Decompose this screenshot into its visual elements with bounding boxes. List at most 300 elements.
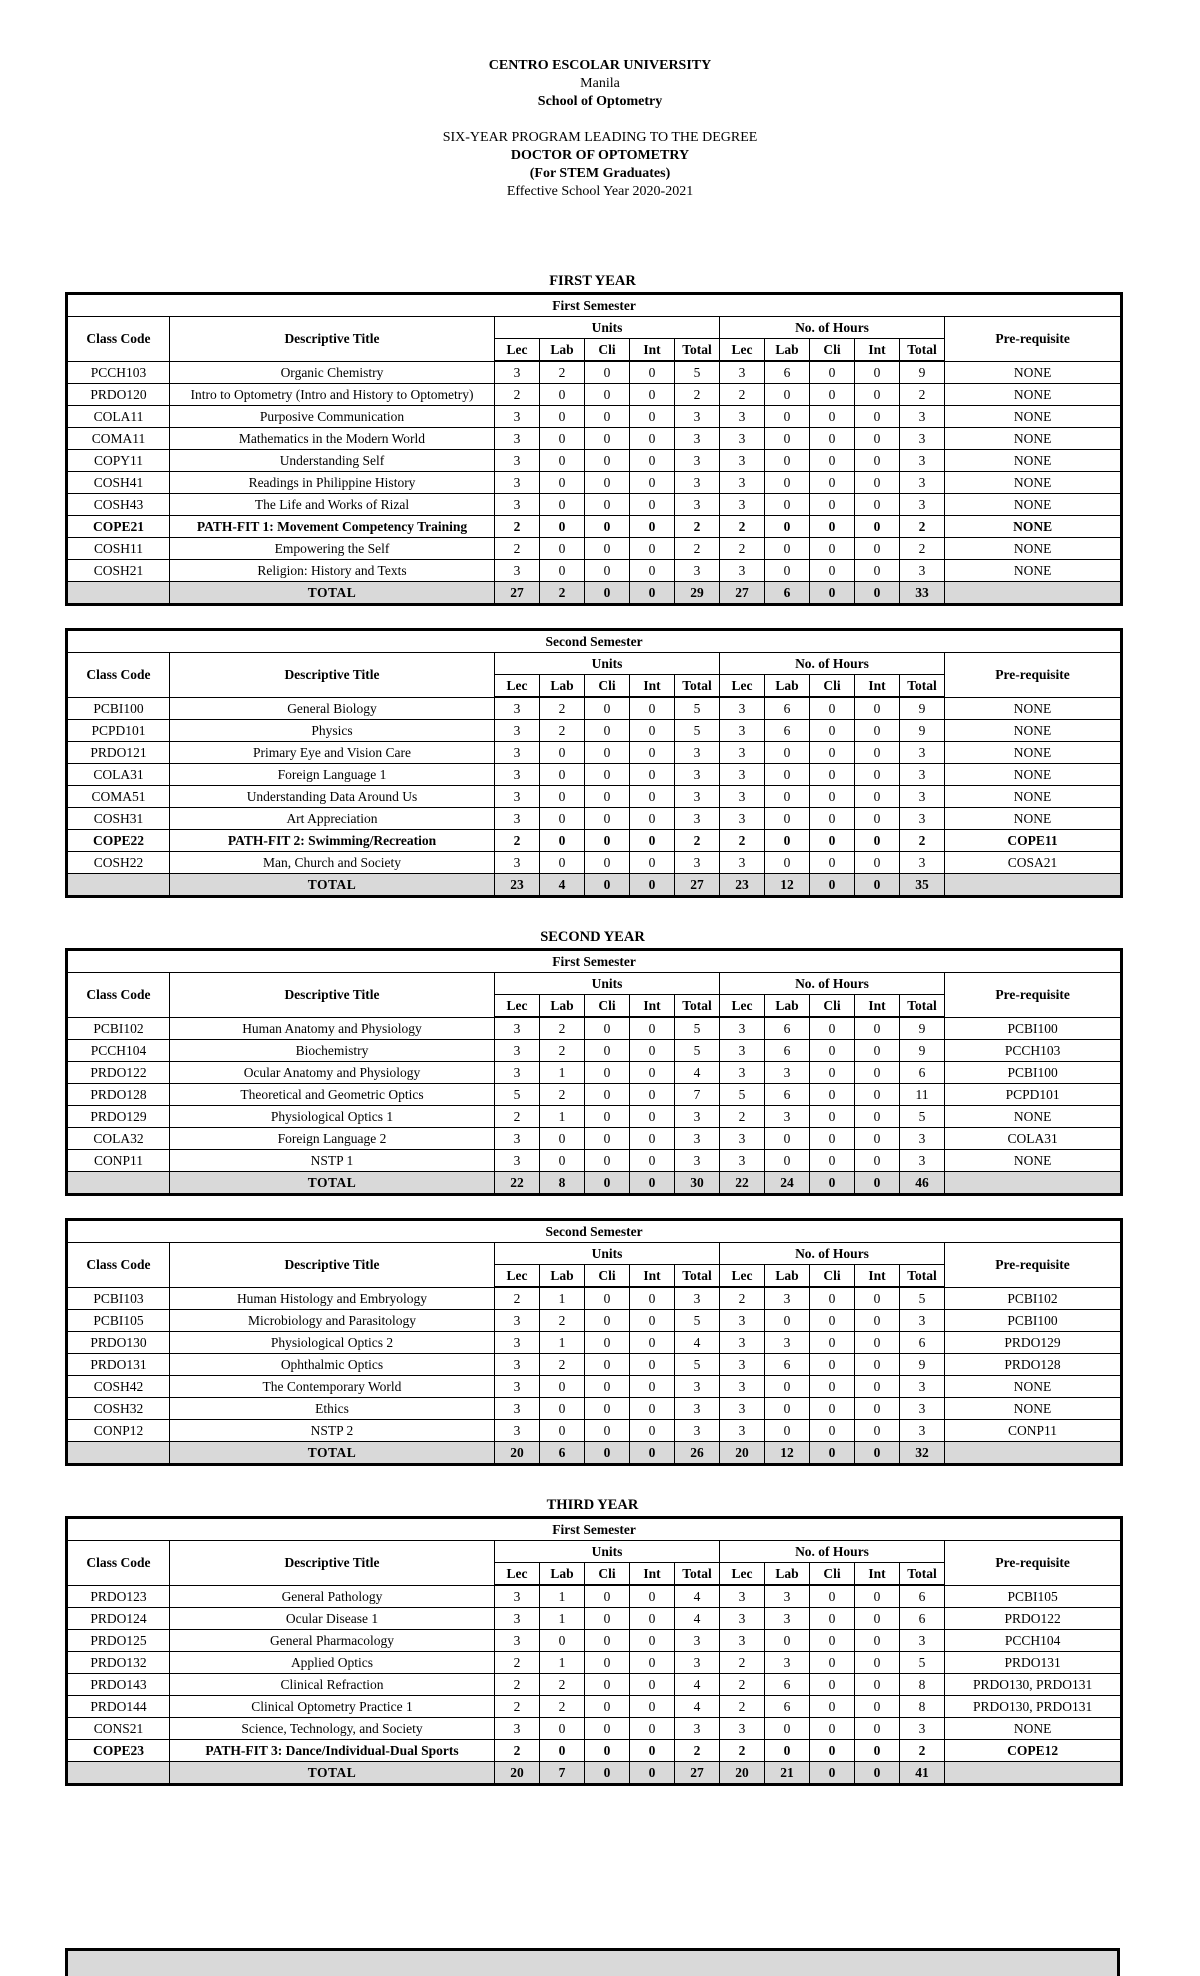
program-line-1: SIX-YEAR PROGRAM LEADING TO THE DEGREE xyxy=(442,130,758,145)
descriptive-title: Ophthalmic Optics xyxy=(170,1354,495,1376)
hours-value: 0 xyxy=(765,786,810,808)
units-value: 2 xyxy=(540,1040,585,1062)
sub-header-units-total: Total xyxy=(675,339,720,362)
course-row xyxy=(67,1585,1122,1608)
hours-value: 2 xyxy=(720,384,765,406)
semester-title: Second Semester xyxy=(67,1220,1122,1243)
hours-value: 3 xyxy=(900,560,945,582)
sub-header-hours-lec: Lec xyxy=(720,1563,765,1586)
units-value: 2 xyxy=(675,538,720,560)
units-value: 0 xyxy=(630,1310,675,1332)
semester-title-row xyxy=(67,1518,1122,1541)
units-value: 0 xyxy=(540,1128,585,1150)
hours-value: 0 xyxy=(810,428,855,450)
total-units-value: 20 xyxy=(495,1762,540,1785)
class-code: CONS21 xyxy=(67,1718,170,1740)
units-value: 5 xyxy=(675,1354,720,1376)
total-hours-value: 0 xyxy=(810,1172,855,1195)
descriptive-title: General Pharmacology xyxy=(170,1630,495,1652)
sub-header-hours-lab: Lab xyxy=(765,339,810,362)
document-header xyxy=(0,0,1200,201)
total-units-value: 27 xyxy=(495,582,540,605)
units-value: 0 xyxy=(540,808,585,830)
hours-value: 0 xyxy=(765,472,810,494)
units-value: 7 xyxy=(675,1084,720,1106)
hours-value: 0 xyxy=(765,494,810,516)
sub-header-units-int: Int xyxy=(630,1563,675,1586)
sub-header-hours-cli: Cli xyxy=(810,1265,855,1288)
hours-value: 0 xyxy=(765,538,810,560)
units-value: 0 xyxy=(585,1740,630,1762)
descriptive-title: Foreign Language 1 xyxy=(170,764,495,786)
class-code: PCBI103 xyxy=(67,1287,170,1310)
prerequisite-value: COSA21 xyxy=(945,852,1122,874)
course-row xyxy=(67,1376,1122,1398)
sub-header-units-cli: Cli xyxy=(585,1265,630,1288)
class-code: PRDO132 xyxy=(67,1652,170,1674)
year-title: SECOND YEAR xyxy=(540,929,645,945)
hours-value: 3 xyxy=(900,1420,945,1442)
hours-value: 0 xyxy=(855,560,900,582)
hours-value: 0 xyxy=(810,1696,855,1718)
class-code: PCBI100 xyxy=(67,697,170,720)
course-row xyxy=(67,494,1122,516)
units-value: 2 xyxy=(495,538,540,560)
prerequisite-value: NONE xyxy=(945,560,1122,582)
hours-value: 6 xyxy=(900,1062,945,1084)
total-units-value: 27 xyxy=(675,1762,720,1785)
units-value: 0 xyxy=(630,1740,675,1762)
class-code: COMA11 xyxy=(67,428,170,450)
hours-value: 0 xyxy=(765,764,810,786)
units-value: 3 xyxy=(495,560,540,582)
col-header-descriptive-title: Descriptive Title xyxy=(170,1243,495,1288)
units-value: 0 xyxy=(585,1017,630,1040)
prerequisite-value: PRDO128 xyxy=(945,1354,1122,1376)
units-value: 4 xyxy=(675,1696,720,1718)
col-header-descriptive-title: Descriptive Title xyxy=(170,973,495,1018)
units-value: 0 xyxy=(630,428,675,450)
hours-value: 0 xyxy=(810,361,855,384)
course-row xyxy=(67,1287,1122,1310)
total-units-value: 0 xyxy=(630,1442,675,1465)
units-value: 3 xyxy=(675,428,720,450)
hours-value: 2 xyxy=(720,1106,765,1128)
prerequisite-value: NONE xyxy=(945,720,1122,742)
units-value: 0 xyxy=(630,1674,675,1696)
hours-value: 0 xyxy=(810,1106,855,1128)
hours-value: 0 xyxy=(810,1287,855,1310)
class-code: COLA11 xyxy=(67,406,170,428)
total-row xyxy=(67,1762,1122,1785)
course-row xyxy=(67,472,1122,494)
hours-value: 0 xyxy=(765,1376,810,1398)
course-row xyxy=(67,1398,1122,1420)
prerequisite-value: PRDO129 xyxy=(945,1332,1122,1354)
units-value: 3 xyxy=(495,1718,540,1740)
class-code: PRDO129 xyxy=(67,1106,170,1128)
sub-header-hours-int: Int xyxy=(855,1265,900,1288)
hours-value: 0 xyxy=(855,808,900,830)
total-units-value: 30 xyxy=(675,1172,720,1195)
units-value: 0 xyxy=(540,450,585,472)
hours-value: 3 xyxy=(900,472,945,494)
sub-header-units-lab: Lab xyxy=(540,1563,585,1586)
units-value: 2 xyxy=(540,1354,585,1376)
sub-header-units-cli: Cli xyxy=(585,675,630,698)
units-value: 5 xyxy=(675,720,720,742)
city-line: Manila xyxy=(580,76,620,91)
hours-value: 0 xyxy=(855,472,900,494)
hours-value: 0 xyxy=(765,830,810,852)
hours-value: 0 xyxy=(810,1740,855,1762)
total-empty-prerequisite xyxy=(945,582,1122,605)
descriptive-title: Physiological Optics 2 xyxy=(170,1332,495,1354)
hours-value: 5 xyxy=(900,1652,945,1674)
total-empty-prerequisite xyxy=(945,1172,1122,1195)
sub-header-hours-total: Total xyxy=(900,1265,945,1288)
sub-header-hours-lab: Lab xyxy=(765,1265,810,1288)
column-header-row xyxy=(67,1541,1122,1563)
total-units-value: 6 xyxy=(540,1442,585,1465)
descriptive-title: NSTP 1 xyxy=(170,1150,495,1172)
units-value: 2 xyxy=(495,1287,540,1310)
total-hours-value: 33 xyxy=(900,582,945,605)
units-value: 0 xyxy=(540,830,585,852)
total-hours-value: 0 xyxy=(810,874,855,897)
units-value: 3 xyxy=(675,1398,720,1420)
hours-value: 3 xyxy=(765,1652,810,1674)
descriptive-title: Understanding Data Around Us xyxy=(170,786,495,808)
hours-value: 3 xyxy=(900,742,945,764)
hours-value: 0 xyxy=(810,830,855,852)
prerequisite-value: PCBI100 xyxy=(945,1062,1122,1084)
hours-value: 0 xyxy=(765,1420,810,1442)
hours-value: 3 xyxy=(765,1585,810,1608)
descriptive-title: The Contemporary World xyxy=(170,1376,495,1398)
col-header-class-code: Class Code xyxy=(67,1243,170,1288)
course-row xyxy=(67,406,1122,428)
total-units-value: 0 xyxy=(585,1172,630,1195)
col-header-prerequisite: Pre-requisite xyxy=(945,1243,1122,1288)
units-value: 0 xyxy=(630,1718,675,1740)
descriptive-title: Physics xyxy=(170,720,495,742)
units-value: 3 xyxy=(675,1630,720,1652)
hours-value: 3 xyxy=(720,1332,765,1354)
hours-value: 3 xyxy=(900,1310,945,1332)
hours-value: 3 xyxy=(720,1062,765,1084)
units-value: 0 xyxy=(585,1696,630,1718)
course-row xyxy=(67,1084,1122,1106)
units-value: 1 xyxy=(540,1106,585,1128)
sub-header-hours-lec: Lec xyxy=(720,1265,765,1288)
prerequisite-value: NONE xyxy=(945,361,1122,384)
class-code: PRDO131 xyxy=(67,1354,170,1376)
hours-value: 5 xyxy=(720,1084,765,1106)
units-value: 0 xyxy=(585,1332,630,1354)
units-value: 2 xyxy=(540,1674,585,1696)
total-units-value: 4 xyxy=(540,874,585,897)
units-value: 3 xyxy=(675,808,720,830)
class-code: COSH22 xyxy=(67,852,170,874)
class-code: PCBI102 xyxy=(67,1017,170,1040)
class-code: COSH41 xyxy=(67,472,170,494)
units-value: 0 xyxy=(540,786,585,808)
hours-value: 0 xyxy=(810,1674,855,1696)
hours-value: 8 xyxy=(900,1696,945,1718)
hours-value: 0 xyxy=(855,1420,900,1442)
total-units-value: 26 xyxy=(675,1442,720,1465)
total-hours-value: 35 xyxy=(900,874,945,897)
semester-title-row xyxy=(67,950,1122,973)
units-value: 0 xyxy=(585,1287,630,1310)
hours-value: 3 xyxy=(720,742,765,764)
units-value: 3 xyxy=(495,697,540,720)
hours-value: 6 xyxy=(765,1674,810,1696)
program-track: (For STEM Graduates) xyxy=(529,166,671,181)
prerequisite-value: COPE12 xyxy=(945,1740,1122,1762)
prerequisite-value: PCCH103 xyxy=(945,1040,1122,1062)
descriptive-title: Purposive Communication xyxy=(170,406,495,428)
units-value: 3 xyxy=(675,852,720,874)
units-value: 3 xyxy=(495,1354,540,1376)
semester-title: First Semester xyxy=(67,950,1122,973)
units-value: 3 xyxy=(495,1585,540,1608)
class-code: PRDO121 xyxy=(67,742,170,764)
descriptive-title: Intro to Optometry (Intro and History to Optometry) xyxy=(170,384,495,406)
class-code: PCBI105 xyxy=(67,1310,170,1332)
sub-header-hours-total: Total xyxy=(900,995,945,1018)
hours-value: 3 xyxy=(765,1608,810,1630)
units-value: 3 xyxy=(495,1017,540,1040)
units-value: 0 xyxy=(630,1287,675,1310)
hours-value: 3 xyxy=(900,1398,945,1420)
units-value: 0 xyxy=(585,1106,630,1128)
units-value: 3 xyxy=(495,1128,540,1150)
total-hours-value: 0 xyxy=(855,874,900,897)
hours-value: 9 xyxy=(900,720,945,742)
units-value: 0 xyxy=(630,516,675,538)
sub-header-units-total: Total xyxy=(675,995,720,1018)
column-header-row xyxy=(67,973,1122,995)
units-value: 5 xyxy=(675,361,720,384)
course-row xyxy=(67,1420,1122,1442)
hours-value: 0 xyxy=(855,428,900,450)
units-value: 0 xyxy=(540,516,585,538)
year-title: FIRST YEAR xyxy=(549,273,636,289)
course-row xyxy=(67,1310,1122,1332)
units-value: 0 xyxy=(630,1630,675,1652)
class-code: PRDO128 xyxy=(67,1084,170,1106)
units-value: 0 xyxy=(585,1652,630,1674)
units-value: 0 xyxy=(540,494,585,516)
total-units-value: 7 xyxy=(540,1762,585,1785)
sub-header-hours-cli: Cli xyxy=(810,995,855,1018)
course-row xyxy=(67,1062,1122,1084)
hours-value: 0 xyxy=(810,852,855,874)
units-value: 0 xyxy=(585,1040,630,1062)
units-value: 3 xyxy=(495,1310,540,1332)
units-value: 0 xyxy=(585,450,630,472)
hours-value: 0 xyxy=(855,450,900,472)
hours-value: 6 xyxy=(765,1084,810,1106)
sub-header-hours-cli: Cli xyxy=(810,1563,855,1586)
hours-value: 0 xyxy=(810,1017,855,1040)
hours-value: 0 xyxy=(855,1128,900,1150)
col-header-units-group: Units xyxy=(495,317,720,339)
sub-header-units-lec: Lec xyxy=(495,339,540,362)
total-hours-value: 0 xyxy=(855,1442,900,1465)
descriptive-title: Religion: History and Texts xyxy=(170,560,495,582)
units-value: 0 xyxy=(540,428,585,450)
hours-value: 8 xyxy=(900,1674,945,1696)
hours-value: 3 xyxy=(720,428,765,450)
units-value: 0 xyxy=(585,697,630,720)
total-label: TOTAL xyxy=(170,1442,495,1465)
col-header-descriptive-title: Descriptive Title xyxy=(170,653,495,698)
course-row xyxy=(67,450,1122,472)
hours-value: 0 xyxy=(855,1310,900,1332)
units-value: 3 xyxy=(495,1608,540,1630)
units-value: 3 xyxy=(675,494,720,516)
class-code: PRDO125 xyxy=(67,1630,170,1652)
class-code: PCCH103 xyxy=(67,361,170,384)
semester-title-row xyxy=(67,294,1122,317)
hours-value: 0 xyxy=(810,494,855,516)
hours-value: 0 xyxy=(855,1062,900,1084)
units-value: 3 xyxy=(675,786,720,808)
hours-value: 6 xyxy=(765,1017,810,1040)
course-row xyxy=(67,1128,1122,1150)
hours-value: 3 xyxy=(720,1630,765,1652)
hours-value: 0 xyxy=(765,516,810,538)
units-value: 4 xyxy=(675,1674,720,1696)
units-value: 0 xyxy=(630,742,675,764)
class-code: PRDO144 xyxy=(67,1696,170,1718)
hours-value: 3 xyxy=(720,1608,765,1630)
total-empty-prerequisite xyxy=(945,1442,1122,1465)
units-value: 0 xyxy=(630,450,675,472)
hours-value: 0 xyxy=(810,742,855,764)
units-value: 0 xyxy=(630,361,675,384)
units-value: 2 xyxy=(495,830,540,852)
hours-value: 0 xyxy=(855,786,900,808)
sub-header-units-lab: Lab xyxy=(540,339,585,362)
prerequisite-value: NONE xyxy=(945,1718,1122,1740)
hours-value: 2 xyxy=(720,1696,765,1718)
class-code: COPE22 xyxy=(67,830,170,852)
units-value: 0 xyxy=(585,472,630,494)
units-value: 2 xyxy=(540,361,585,384)
total-row xyxy=(67,582,1122,605)
hours-value: 0 xyxy=(855,1017,900,1040)
course-row xyxy=(67,560,1122,582)
class-code: COLA31 xyxy=(67,764,170,786)
sub-header-units-cli: Cli xyxy=(585,339,630,362)
col-header-hours-group: No. of Hours xyxy=(720,317,945,339)
hours-value: 3 xyxy=(900,1718,945,1740)
hours-value: 0 xyxy=(855,516,900,538)
semester-title-row xyxy=(67,1220,1122,1243)
class-code: PRDO124 xyxy=(67,1608,170,1630)
units-value: 0 xyxy=(585,830,630,852)
col-header-descriptive-title: Descriptive Title xyxy=(170,317,495,362)
hours-value: 0 xyxy=(855,764,900,786)
hours-value: 0 xyxy=(810,1652,855,1674)
prerequisite-value: NONE xyxy=(945,538,1122,560)
hours-value: 0 xyxy=(765,852,810,874)
hours-value: 6 xyxy=(900,1332,945,1354)
program-degree: DOCTOR OF OPTOMETRY xyxy=(510,148,690,163)
units-value: 2 xyxy=(540,697,585,720)
total-hours-value: 21 xyxy=(765,1762,810,1785)
sub-header-units-cli: Cli xyxy=(585,995,630,1018)
hours-value: 0 xyxy=(855,1608,900,1630)
descriptive-title: Clinical Refraction xyxy=(170,1674,495,1696)
prerequisite-value: NONE xyxy=(945,742,1122,764)
prerequisite-value: PCBI100 xyxy=(945,1017,1122,1040)
units-value: 0 xyxy=(540,1150,585,1172)
total-empty-code xyxy=(67,1762,170,1785)
units-value: 2 xyxy=(675,830,720,852)
hours-value: 0 xyxy=(810,516,855,538)
units-value: 2 xyxy=(540,1017,585,1040)
units-value: 3 xyxy=(495,1332,540,1354)
hours-value: 6 xyxy=(765,1040,810,1062)
units-value: 0 xyxy=(630,1017,675,1040)
sub-header-units-lec: Lec xyxy=(495,995,540,1018)
hours-value: 0 xyxy=(810,1332,855,1354)
hours-value: 5 xyxy=(900,1287,945,1310)
hours-value: 0 xyxy=(810,1398,855,1420)
total-hours-value: 6 xyxy=(765,582,810,605)
total-empty-code xyxy=(67,874,170,897)
units-value: 0 xyxy=(585,1630,630,1652)
units-value: 0 xyxy=(585,361,630,384)
descriptive-title: Empowering the Self xyxy=(170,538,495,560)
course-row xyxy=(67,830,1122,852)
hours-value: 0 xyxy=(855,1585,900,1608)
hours-value: 0 xyxy=(765,406,810,428)
semester-title-row xyxy=(67,630,1122,653)
prerequisite-value: NONE xyxy=(945,472,1122,494)
hours-value: 0 xyxy=(855,1696,900,1718)
units-value: 3 xyxy=(675,1128,720,1150)
hours-value: 2 xyxy=(720,830,765,852)
units-value: 0 xyxy=(630,406,675,428)
total-hours-value: 24 xyxy=(765,1172,810,1195)
hours-value: 2 xyxy=(720,1287,765,1310)
units-value: 3 xyxy=(675,560,720,582)
hours-value: 3 xyxy=(720,1017,765,1040)
units-value: 3 xyxy=(675,1287,720,1310)
units-value: 0 xyxy=(630,1696,675,1718)
sub-header-hours-total: Total xyxy=(900,1563,945,1586)
units-value: 3 xyxy=(675,1150,720,1172)
hours-value: 0 xyxy=(855,830,900,852)
hours-value: 3 xyxy=(720,472,765,494)
prerequisite-value: PCBI102 xyxy=(945,1287,1122,1310)
units-value: 4 xyxy=(675,1332,720,1354)
hours-value: 3 xyxy=(765,1332,810,1354)
hours-value: 0 xyxy=(810,1084,855,1106)
units-value: 0 xyxy=(585,1376,630,1398)
hours-value: 3 xyxy=(765,1106,810,1128)
units-value: 4 xyxy=(675,1062,720,1084)
semester-title: Second Semester xyxy=(67,630,1122,653)
units-value: 3 xyxy=(495,361,540,384)
hours-value: 2 xyxy=(900,1740,945,1762)
